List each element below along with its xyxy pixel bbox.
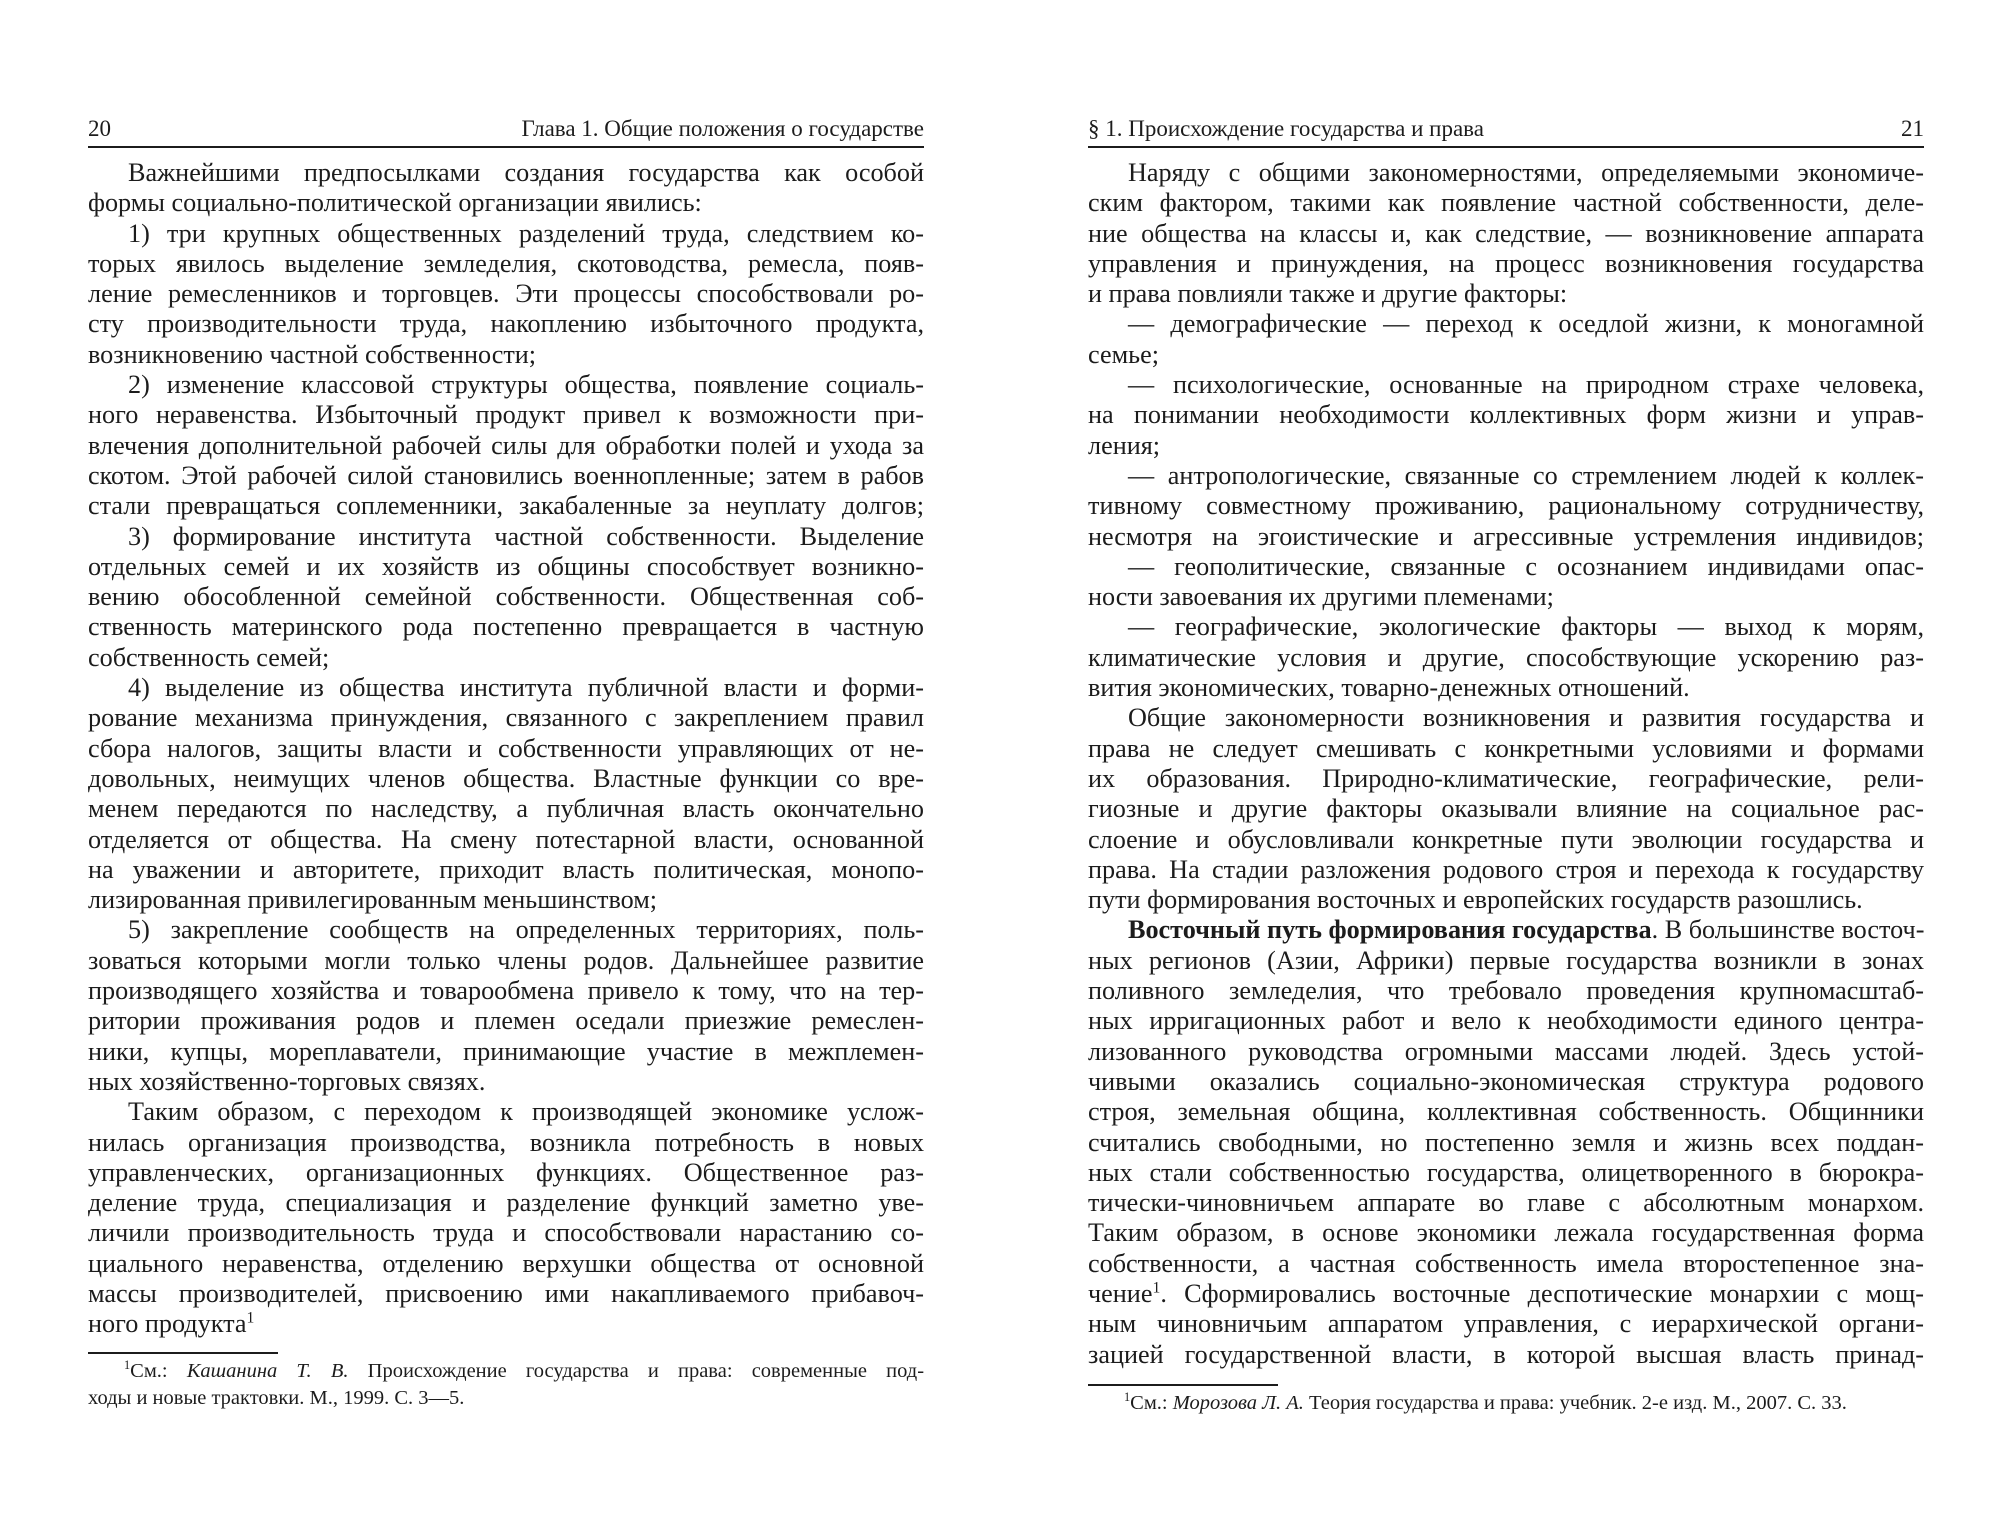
line-text: управленческих, организационных функциях. Общественное раз-: [88, 1157, 924, 1187]
text-line: [1088, 249, 1924, 279]
line-text: нилась организация производства, возникла потребность в новых: [88, 1127, 924, 1157]
line-text: стали превращаться соплеменники, закабаленные за неуплату долгов;: [88, 491, 924, 521]
text-line: [88, 158, 924, 188]
text-line: [88, 764, 924, 794]
text-line: [88, 976, 924, 1006]
text-line: [88, 1067, 924, 1097]
footnote-ref: 1: [1152, 1279, 1161, 1297]
line-text: — антропологические, связанные со стремлением людей к коллек-: [1128, 460, 1924, 490]
text-line: [88, 734, 924, 764]
line-text: 3) формирование института частной собственности. Выделение: [128, 521, 924, 551]
line-text: чение: [1088, 1278, 1153, 1308]
line-text: слоение и обусловливали конкретные пути эволюции государства и: [1088, 824, 1924, 854]
line-text: ности завоевания их другими племенами;: [1088, 582, 1554, 612]
line-text: 2) изменение классовой структуры общества, появление социаль-: [128, 370, 924, 400]
text-line: [1088, 1279, 1924, 1309]
line-text: . В большинстве восточ-: [1651, 915, 1924, 945]
text-line: [88, 340, 924, 370]
line-text: на уважении и авторитете, приходит власть политическая, монопо-: [88, 854, 924, 884]
line-text: Важнейшими предпосылками создания государства как особой: [128, 158, 924, 187]
line-text: строя, земельная община, коллективная собственность. Общинники: [1088, 1097, 1924, 1127]
line-text: менем передаются по наследству, а публичная власть окончательно: [88, 794, 924, 824]
line-text: сту производительности труда, накоплению избыточного продукта,: [88, 309, 924, 339]
text-line: [88, 279, 924, 309]
text-line: [1088, 825, 1924, 855]
line-text: ных хозяйственно-торговых связях.: [88, 1066, 486, 1096]
footnote-ref: 1: [246, 1309, 255, 1327]
text-line: [88, 1279, 924, 1309]
text-line: [88, 1309, 924, 1339]
bold-heading: Восточный путь формирования государства: [1128, 915, 1652, 945]
line-text: Общие закономерности возникновения и развития государства и: [1128, 703, 1924, 733]
line-text: производящего хозяйства и товарообмена привело к тому, что на тер-: [88, 976, 924, 1006]
line-text: ного неравенства. Избыточный продукт привел к возможности при-: [88, 400, 924, 430]
text-line: [88, 673, 924, 703]
text-line: [1088, 1218, 1924, 1248]
text-line: [1088, 431, 1924, 461]
running-head: Глава 1. Общие положения о государстве: [521, 116, 924, 141]
line-text: 1) три крупных общественных разделений труда, следствием ко-: [128, 218, 924, 248]
footnote-rule: [1088, 1384, 1278, 1386]
text-line: [1088, 1097, 1924, 1127]
text-line: [88, 552, 924, 582]
text-line: [1088, 734, 1924, 764]
line-text: торых явилось выделение земледелия, скотоводства, ремесла, появ-: [88, 248, 924, 278]
line-text: сбора налогов, защиты власти и собственности управляющих от не-: [88, 733, 924, 763]
footnote-line: ходы и новые трактовки. М., 1999. С. 3—5.: [88, 1386, 465, 1409]
footnote-rule: [88, 1352, 278, 1354]
line-text: ники, купцы, мореплаватели, принимающие участие в межплемен-: [88, 1036, 924, 1066]
line-text: вития экономических, товарно-денежных отношений.: [1088, 673, 1690, 703]
text-line: [88, 703, 924, 733]
line-text: тивному совместному проживанию, рациональному сотрудничеству,: [1088, 491, 1924, 521]
text-line: [88, 794, 924, 824]
line-text: 5) закрепление сообществ на определенных территориях, поль-: [128, 915, 924, 945]
line-text: формы социально-политической организации явились:: [88, 188, 702, 218]
text-line: [88, 1249, 924, 1279]
text-line: [1088, 915, 1924, 945]
text-line: [88, 461, 924, 491]
line-text: зацией государственной власти, в которой высшая власть принад-: [1088, 1339, 1924, 1369]
right-page-header: [1088, 112, 1924, 148]
line-text: собственности, а частная собственность имела второстепенное зна-: [1088, 1248, 1924, 1278]
text-line: [88, 370, 924, 400]
line-text: . Сформировались восточные деспотические монархии с мощ-: [1160, 1278, 1924, 1308]
text-line: [88, 188, 924, 218]
text-line: [1088, 158, 1924, 188]
footnote-prefix: См.:: [130, 1359, 187, 1382]
text-line: [1088, 188, 1924, 218]
line-text: права не следует смешивать с конкретными условиями и формами: [1088, 733, 1924, 763]
footnote-text: Теория государства и права: учебник. 2-е изд. М., 2007. С. 33.: [1303, 1391, 1847, 1414]
line-text: деление труда, специализация и разделение функций заметно уве-: [88, 1188, 924, 1218]
line-text: чивыми оказались социально-экономическая структура родового: [1088, 1066, 1924, 1096]
text-line: [1088, 643, 1924, 673]
line-text: ным чиновничьим аппаратом управления, с иерархической органи-: [1088, 1309, 1924, 1339]
text-line: [88, 612, 924, 642]
line-text: их образования. Природно-климатические, географические, рели-: [1088, 763, 1924, 793]
line-text: Таким образом, с переходом к производящей экономике услож-: [128, 1097, 924, 1127]
text-line: [88, 1097, 924, 1127]
footnote-prefix: См.:: [1130, 1391, 1173, 1414]
footnote-marker: 1: [1124, 1390, 1131, 1405]
text-line: [1088, 612, 1924, 642]
line-text: права. На стадии разложения родового строя и перехода к государству: [1088, 854, 1924, 884]
line-text: Таким образом, в основе экономики лежала государственная форма: [1088, 1218, 1924, 1248]
text-line: [1088, 1309, 1924, 1339]
text-line: [1088, 1188, 1924, 1218]
text-line: [1088, 673, 1924, 703]
footnote-line: [1088, 1390, 1924, 1417]
text-line: [1088, 522, 1924, 552]
text-line: [88, 1218, 924, 1248]
left-page: [88, 112, 924, 1412]
line-text: ственность материнского рода постепенно превращается в частную: [88, 612, 924, 642]
line-text: ским фактором, такими как появление частной собственности, деле-: [1088, 188, 1924, 218]
text-line: [1088, 794, 1924, 824]
text-line: [1088, 1128, 1924, 1158]
text-line: [1088, 1037, 1924, 1067]
line-text: климатические условия и другие, способствующие ускорению раз-: [1088, 642, 1924, 672]
line-text: влечения дополнительной рабочей силы для обработки полей и ухода за: [88, 430, 924, 460]
text-line: [1088, 309, 1924, 339]
line-text: массы производителей, присвоению ими накапливаемого прибавоч-: [88, 1278, 924, 1308]
line-text: управления и принуждения, на процесс возникновения государства: [1088, 248, 1924, 278]
line-text: — демографические — переход к оседлой жизни, к моногамной: [1128, 309, 1924, 339]
line-text: вению обособленной семейной собственности. Общественная соб-: [88, 582, 924, 612]
text-line: [88, 491, 924, 521]
line-text: личили производительность труда и способствовали нарастанию со-: [88, 1218, 924, 1248]
text-line: [88, 309, 924, 339]
left-page-header: [88, 112, 924, 148]
line-text: — геополитические, связанные с осознанием индивидами опас-: [1128, 551, 1924, 581]
line-text: собственность семей;: [88, 642, 330, 672]
text-line: [88, 885, 924, 915]
text-line: [88, 855, 924, 885]
text-line: [1088, 1340, 1924, 1370]
text-line: [88, 1006, 924, 1036]
line-text: отделяется от общества. На смену потестарной власти, основанной: [88, 824, 924, 854]
line-text: поливного земледелия, что требовало проведения крупномасштаб-: [1088, 976, 1924, 1006]
footnote-line: [88, 1358, 924, 1385]
line-text: и права повлияли также и другие факторы:: [1088, 279, 1568, 309]
text-line: [1088, 1158, 1924, 1188]
text-line: [88, 249, 924, 279]
text-line: [1088, 400, 1924, 430]
running-head: § 1. Происхождение государства и права: [1088, 116, 1484, 141]
line-text: циального неравенства, отделению верхушки общества от основной: [88, 1248, 924, 1278]
text-line: [1088, 1067, 1924, 1097]
text-line: [88, 1158, 924, 1188]
line-text: ления;: [1088, 430, 1161, 460]
line-text: ние общества на классы и, как следствие, — возникновение аппарата: [1088, 218, 1924, 248]
line-text: ных регионов (Азии, Африки) первые государства возникли в зонах: [1088, 945, 1924, 975]
text-line: [1088, 1249, 1924, 1279]
line-text: ного продукта: [88, 1309, 247, 1339]
line-text: лизированная привилегированным меньшинством;: [88, 885, 658, 915]
text-line: [1088, 946, 1924, 976]
text-line: [88, 643, 924, 673]
text-line: [1088, 1006, 1924, 1036]
left-page-body: [88, 158, 924, 1340]
footnote: [88, 1358, 924, 1412]
text-line: [88, 522, 924, 552]
text-line: [1088, 885, 1924, 915]
text-line: [88, 219, 924, 249]
text-line: [88, 431, 924, 461]
text-line: [1088, 491, 1924, 521]
line-text: ных стали собственностью государства, олицетворенного в бюрокра-: [1088, 1157, 1924, 1187]
text-line: [1088, 582, 1924, 612]
line-text: тически-чиновничьем аппарате во главе с абсолютным монархом.: [1088, 1188, 1924, 1218]
right-page: [1088, 112, 1924, 1417]
line-text: — географические, экологические факторы — выход к морям,: [1128, 612, 1924, 642]
text-line: [1088, 461, 1924, 491]
line-text: отдельных семей и их хозяйств из общины способствует возникно-: [88, 551, 924, 581]
text-line: [88, 915, 924, 945]
text-line: [1088, 703, 1924, 733]
line-text: Наряду с общими закономерностями, определяемыми экономиче-: [1128, 158, 1924, 187]
line-text: 4) выделение из общества института публичной власти и форми-: [128, 673, 924, 703]
footnote-author: Морозова Л. А.: [1172, 1391, 1304, 1414]
line-text: ление ремесленников и торговцев. Эти процессы способствовали ро-: [88, 279, 924, 309]
text-line: [88, 582, 924, 612]
line-text: ритории проживания родов и племен оседали приезжие ремеслен-: [88, 1006, 924, 1036]
text-line: [1088, 764, 1924, 794]
text-line: [1088, 279, 1924, 309]
text-line: [1088, 219, 1924, 249]
text-line: [88, 1188, 924, 1218]
line-text: на понимании необходимости коллективных форм жизни и управ-: [1088, 400, 1924, 430]
line-text: несмотря на эгоистические и агрессивные устремления индивидов;: [1088, 521, 1924, 551]
line-text: считались свободными, но постепенно земля и жизнь всех поддан-: [1088, 1127, 1924, 1157]
line-text: пути формирования восточных и европейских государств разошлись.: [1088, 885, 1863, 915]
text-line: [1088, 976, 1924, 1006]
text-line: [1088, 370, 1924, 400]
footnote: [1088, 1390, 1924, 1417]
text-line: [88, 1037, 924, 1067]
text-line: [1088, 552, 1924, 582]
text-line: [88, 825, 924, 855]
footnote-marker: 1: [124, 1357, 131, 1372]
line-text: возникновению частной собственности;: [88, 339, 537, 369]
line-text: гиозные и другие факторы оказывали влияние на социальное рас-: [1088, 794, 1924, 824]
footnote-text: Происхождение государства и права: современные под-: [348, 1359, 924, 1382]
footnote-author: Кашанина Т. В.: [186, 1359, 349, 1382]
line-text: довольных, неимущих членов общества. Властные функции со вре-: [88, 763, 924, 793]
line-text: ных ирригационных работ и вело к необходимости единого центра-: [1088, 1006, 1924, 1036]
line-text: зоваться которыми могли только члены родов. Дальнейшее развитие: [88, 945, 924, 975]
line-text: скотом. Этой рабочей силой становились военнопленные; затем в рабов: [88, 460, 924, 490]
page-number: 21: [1901, 116, 1924, 141]
page-number: 20: [88, 116, 111, 141]
text-line: [88, 400, 924, 430]
text-line: [88, 946, 924, 976]
text-line: [1088, 855, 1924, 885]
line-text: семье;: [1088, 339, 1159, 369]
text-line: [88, 1128, 924, 1158]
text-line: [1088, 340, 1924, 370]
line-text: лизованного руководства огромными массами людей. Здесь устой-: [1088, 1036, 1924, 1066]
line-text: — психологические, основанные на природном страхе человека,: [1128, 370, 1924, 400]
right-page-body: [1088, 158, 1924, 1370]
line-text: рование механизма принуждения, связанного с закреплением правил: [88, 703, 924, 733]
